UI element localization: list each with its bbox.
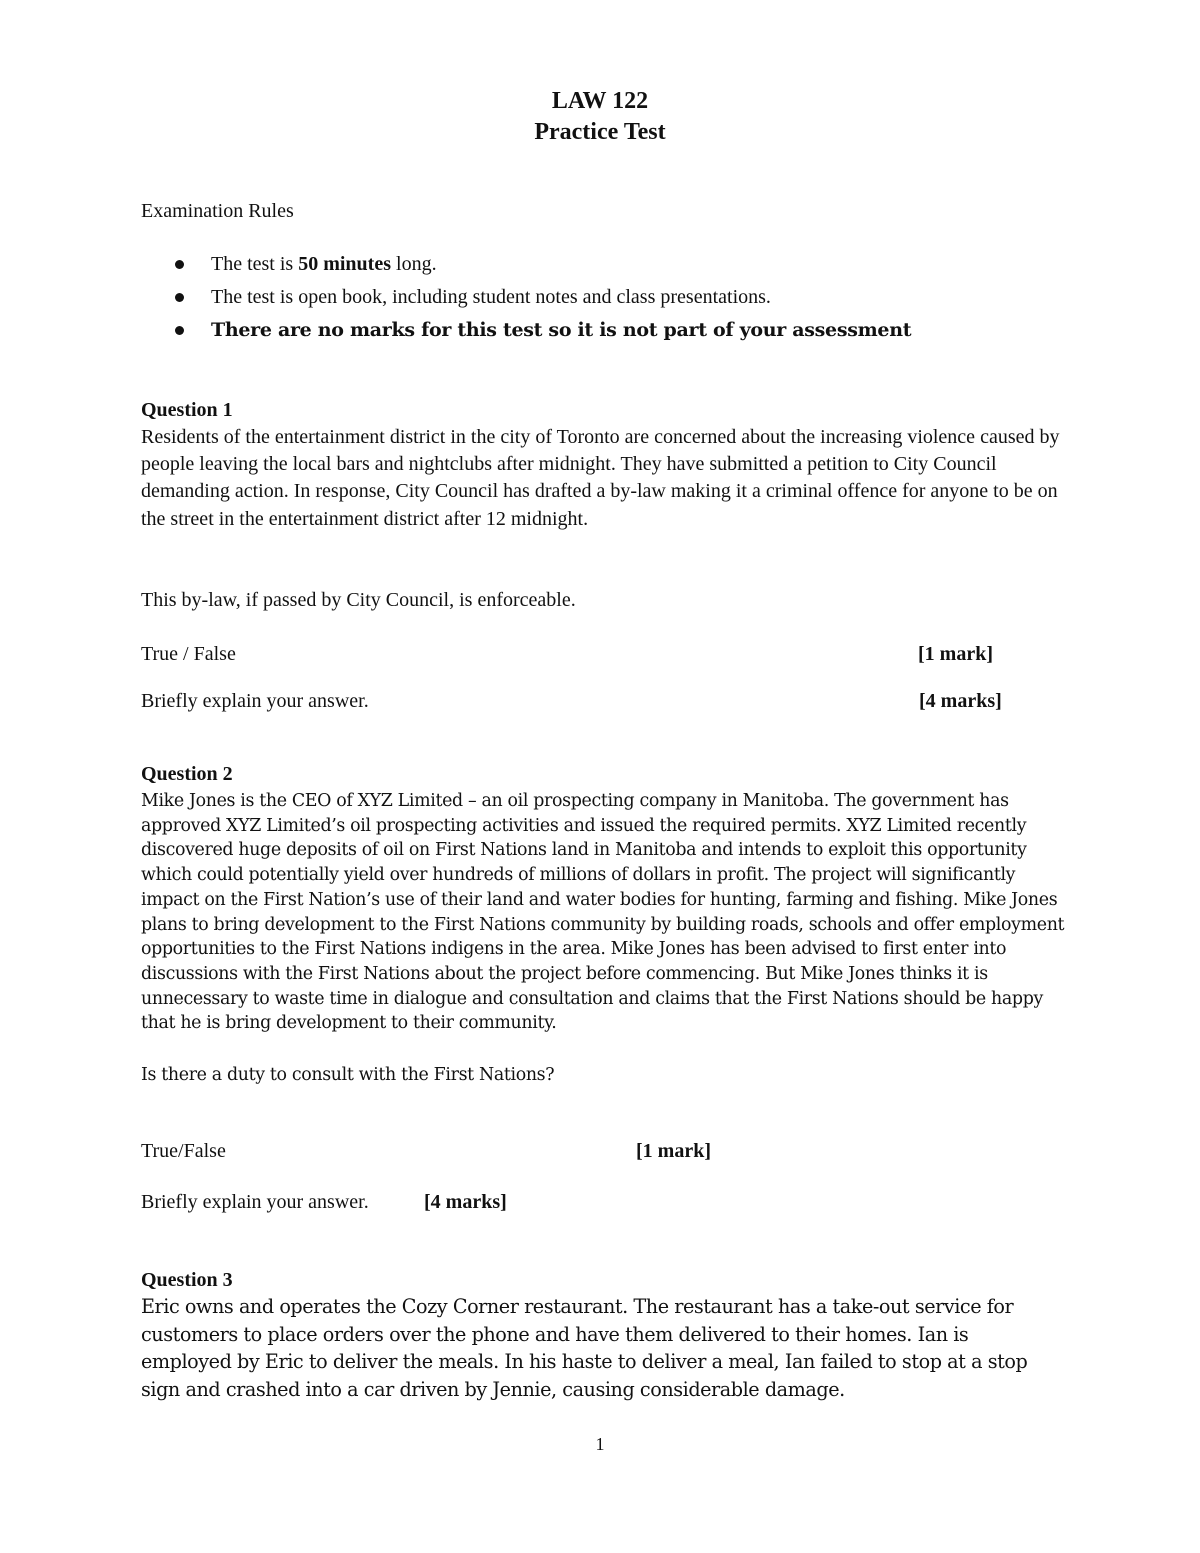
question-1-explain-marks: [4 marks] [919, 690, 1002, 712]
bullet-icon [175, 260, 184, 269]
bullet-icon [175, 326, 184, 335]
question-1-true-false: True / False [141, 643, 236, 665]
question-1-statement: This by-law, if passed by City Council, is enforceable. [141, 589, 576, 611]
rules-heading: Examination Rules [141, 200, 294, 222]
question-1-heading: Question 1 [141, 399, 233, 421]
question-1-true-false-marks: [1 mark] [918, 643, 993, 665]
rules-list [141, 249, 911, 348]
rule-item [141, 315, 911, 348]
question-2-paragraph: Mike Jones is the CEO of XYZ Limited – an oil prospecting company in Manitoba. The government has approved XYZ Limited’s oil prospecting activities and issued the required permits. XYZ Limited recently discovered huge deposits of oil on First Nations land in Manitoba and intends to exploit this opportunity which could potentially yield over hundreds of millions of dollars in profit. The project will significantly impact on the First Nation’s use of their land and water bodies for hunting, farming and fishing. Mike Jones plans to bring development to the First Nations community by building roads, schools and offer employment opportunities to the First Nations indigens in the area. Mike Jones has been advised to first enter into discussions with the First Nations about the project before commencing. But Mike Jones thinks it is unnecessary to waste time in dialogue and consultation and claims that the First Nations should be happy that he is bring development to their community. [141, 791, 1065, 1034]
question-2-true-false-marks: [1 mark] [636, 1140, 711, 1162]
document-title: Practice Test [534, 119, 666, 145]
rule-1-bold: 50 minutes [298, 253, 392, 275]
question-2-heading: Question 2 [141, 763, 233, 785]
question-3-paragraph: Eric owns and operates the Cozy Corner restaurant. The restaurant has a take-out service for customers to place orders over the phone and have them delivered to their homes. Ian is employed by Eric to deliver the meals. In his haste to deliver a meal, Ian failed to stop at a stop sign and crashed into a car driven by Jennie, causing considerable damage. [141, 1295, 1028, 1401]
rule-item [141, 249, 911, 282]
question-1-explain: Briefly explain your answer. [141, 690, 369, 712]
rule-1-before: The test is [211, 253, 299, 275]
question-2-question: Is there a duty to consult with the First Nations? [141, 1065, 555, 1085]
rule-2-text: The test is open book, including student notes and class presentations. [211, 286, 771, 308]
rule-1-after: long. [391, 253, 437, 275]
page-number: 1 [595, 1434, 605, 1454]
bullet-icon [175, 293, 184, 302]
question-2-explain: Briefly explain your answer. [141, 1191, 369, 1213]
rule-item [141, 282, 911, 315]
question-2-explain-marks: [4 marks] [424, 1191, 507, 1213]
question-1-paragraph: Residents of the entertainment district in the city of Toronto are concerned about the increasing violence caused by people leaving the local bars and nightclubs after midnight. They have submitted a petition to City Council demanding action. In response, City Council has drafted a by-law making it a criminal offence for anyone to be on the street in the entertainment district after 12 midnight. [141, 426, 1060, 530]
question-3-heading: Question 3 [141, 1269, 233, 1291]
rule-3-bold: There are no marks for this test so it is not part of your assessment [211, 319, 912, 341]
course-code: LAW 122 [551, 88, 649, 114]
question-2-true-false: True/False [141, 1140, 226, 1162]
